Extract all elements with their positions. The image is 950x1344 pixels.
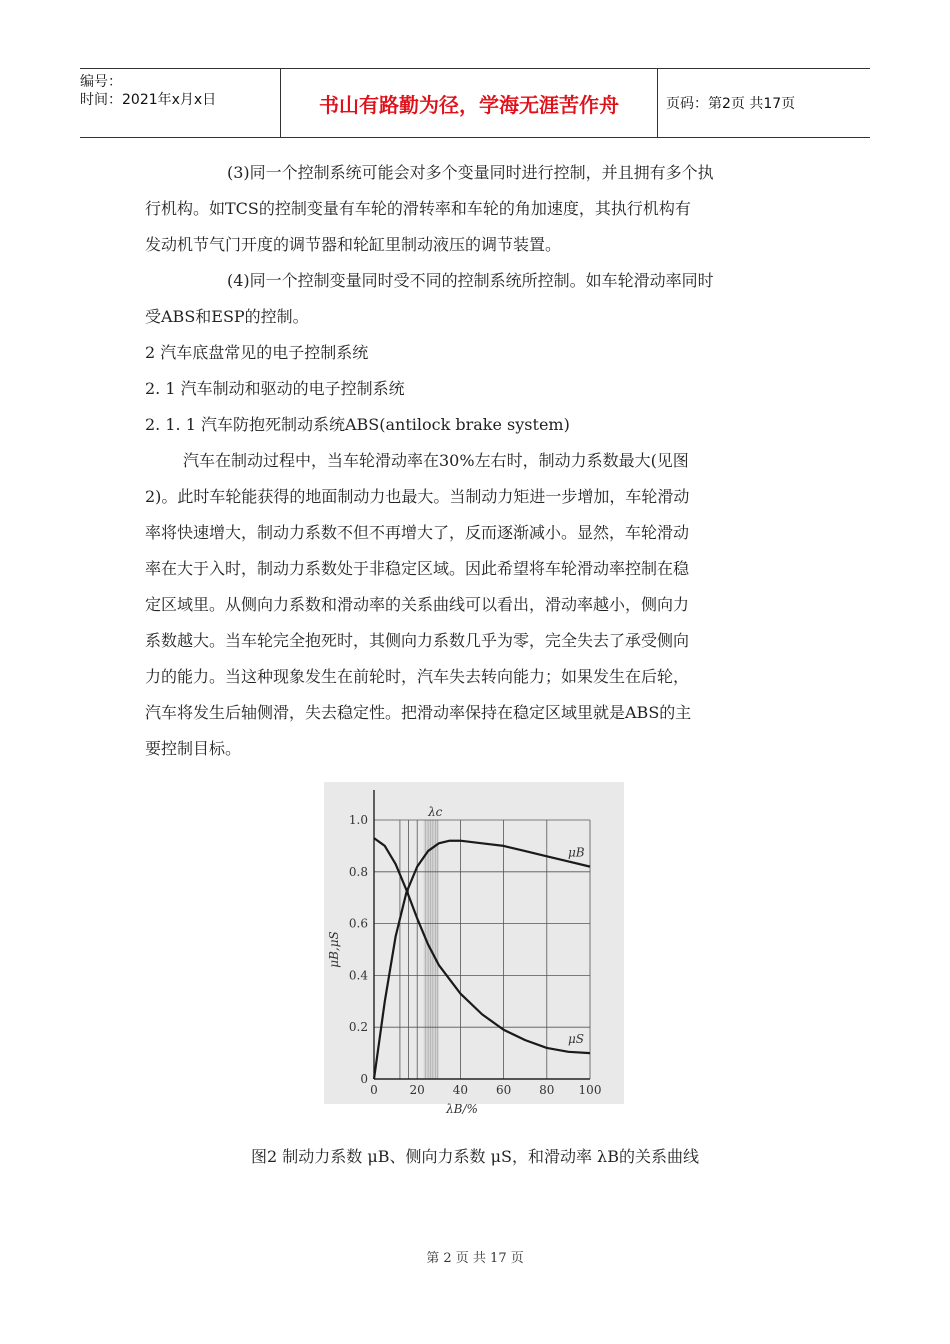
y-tick-label: 0.6 [348, 916, 368, 931]
series-label-mu-b: μB [568, 845, 585, 860]
paragraph-line: 2)。此时车轮能获得的地面制动力也最大。当制动力矩进一步增加，车轮滑动 [145, 487, 690, 506]
x-tick-label: 80 [539, 1083, 555, 1097]
paragraph-line: 汽车将发生后轴侧滑，失去稳定性。把滑动率保持在稳定区域里就是ABS的主 [145, 703, 692, 722]
x-tick-label: 60 [495, 1083, 512, 1097]
slip-curve-chart [324, 782, 624, 1116]
x-axis-label: λB/% [446, 1102, 478, 1116]
paragraph-line: 率将快速增大，制动力系数不但不再增大了，反而逐渐减小。显然，车轮滑动 [145, 523, 690, 542]
date-line: 时间：2021年x月x日 [80, 92, 217, 108]
body-text [145, 155, 815, 767]
section-heading: 2. 1. 1 汽车防抱死制动系统ABS(antilock brake system) [145, 415, 570, 434]
x-tick-label: 100 [578, 1083, 602, 1097]
paragraph-line: 要控制目标。 [145, 739, 242, 758]
header-page-info: 页码：第2页 共17页 [666, 96, 796, 112]
paragraph-line: 力的能力。当这种现象发生在前轮时，汽车失去转向能力；如果发生在后轮， [145, 667, 690, 686]
stable-zone-label: λc [428, 805, 443, 819]
series-label-mu-s: μS [568, 1032, 585, 1047]
y-tick-label: 0.2 [348, 1020, 368, 1035]
section-heading: 2. 1 汽车制动和驱动的电子控制系统 [145, 379, 405, 398]
paragraph-line: 定区域里。从侧向力系数和滑动率的关系曲线可以看出，滑动率越小，侧向力 [145, 595, 690, 614]
paragraph-line: 系数越大。当车轮完全抱死时，其侧向力系数几乎为零，完全失去了承受侧向 [145, 631, 690, 650]
paragraph-line: 汽车在制动过程中，当车轮滑动率在30%左右时，制动力系数最大(见图 [183, 451, 689, 470]
paragraph-line: 行机构。如TCS的控制变量有车轮的滑转率和车轮的角加速度，其执行机构有 [145, 199, 691, 218]
header-motto: 书山有路勤为径，学海无涯苦作舟 [280, 69, 658, 137]
y-tick-label: 1.0 [348, 813, 368, 827]
paragraph-line: 率在大于入时，制动力系数处于非稳定区域。因此希望将车轮滑动率控制在稳 [145, 559, 690, 578]
number-label: 编号： [80, 74, 122, 90]
paragraph-line: 发动机节气门开度的调节器和轮缸里制动液压的调节装置。 [145, 235, 562, 254]
page-header [80, 68, 870, 138]
x-tick-label: 0 [370, 1083, 378, 1097]
y-axis-label: μB,μS [327, 931, 341, 968]
x-tick-label: 20 [409, 1083, 425, 1097]
paragraph-line: (3)同一个控制系统可能会对多个变量同时进行控制，并且拥有多个执 [227, 163, 714, 182]
y-tick-label: 0.8 [348, 864, 368, 879]
x-tick-label: 40 [452, 1083, 469, 1097]
figure-chart [324, 782, 624, 1116]
header-meta [80, 69, 280, 137]
paragraph-line: 受ABS和ESP的控制。 [145, 307, 309, 326]
chart-background [324, 782, 624, 1104]
y-tick-label: 0.4 [348, 968, 368, 983]
page-footer: 第 2 页 共 17 页 [426, 1251, 524, 1266]
y-tick-label: 0 [360, 1072, 368, 1086]
section-heading: 2 汽车底盘常见的电子控制系统 [145, 343, 369, 362]
figure-caption: 图2 制动力系数 μB、侧向力系数 μS，和滑动率 λB的关系曲线 [251, 1147, 699, 1166]
paragraph-line: (4)同一个控制变量同时受不同的控制系统所控制。如车轮滑动率同时 [227, 271, 714, 290]
